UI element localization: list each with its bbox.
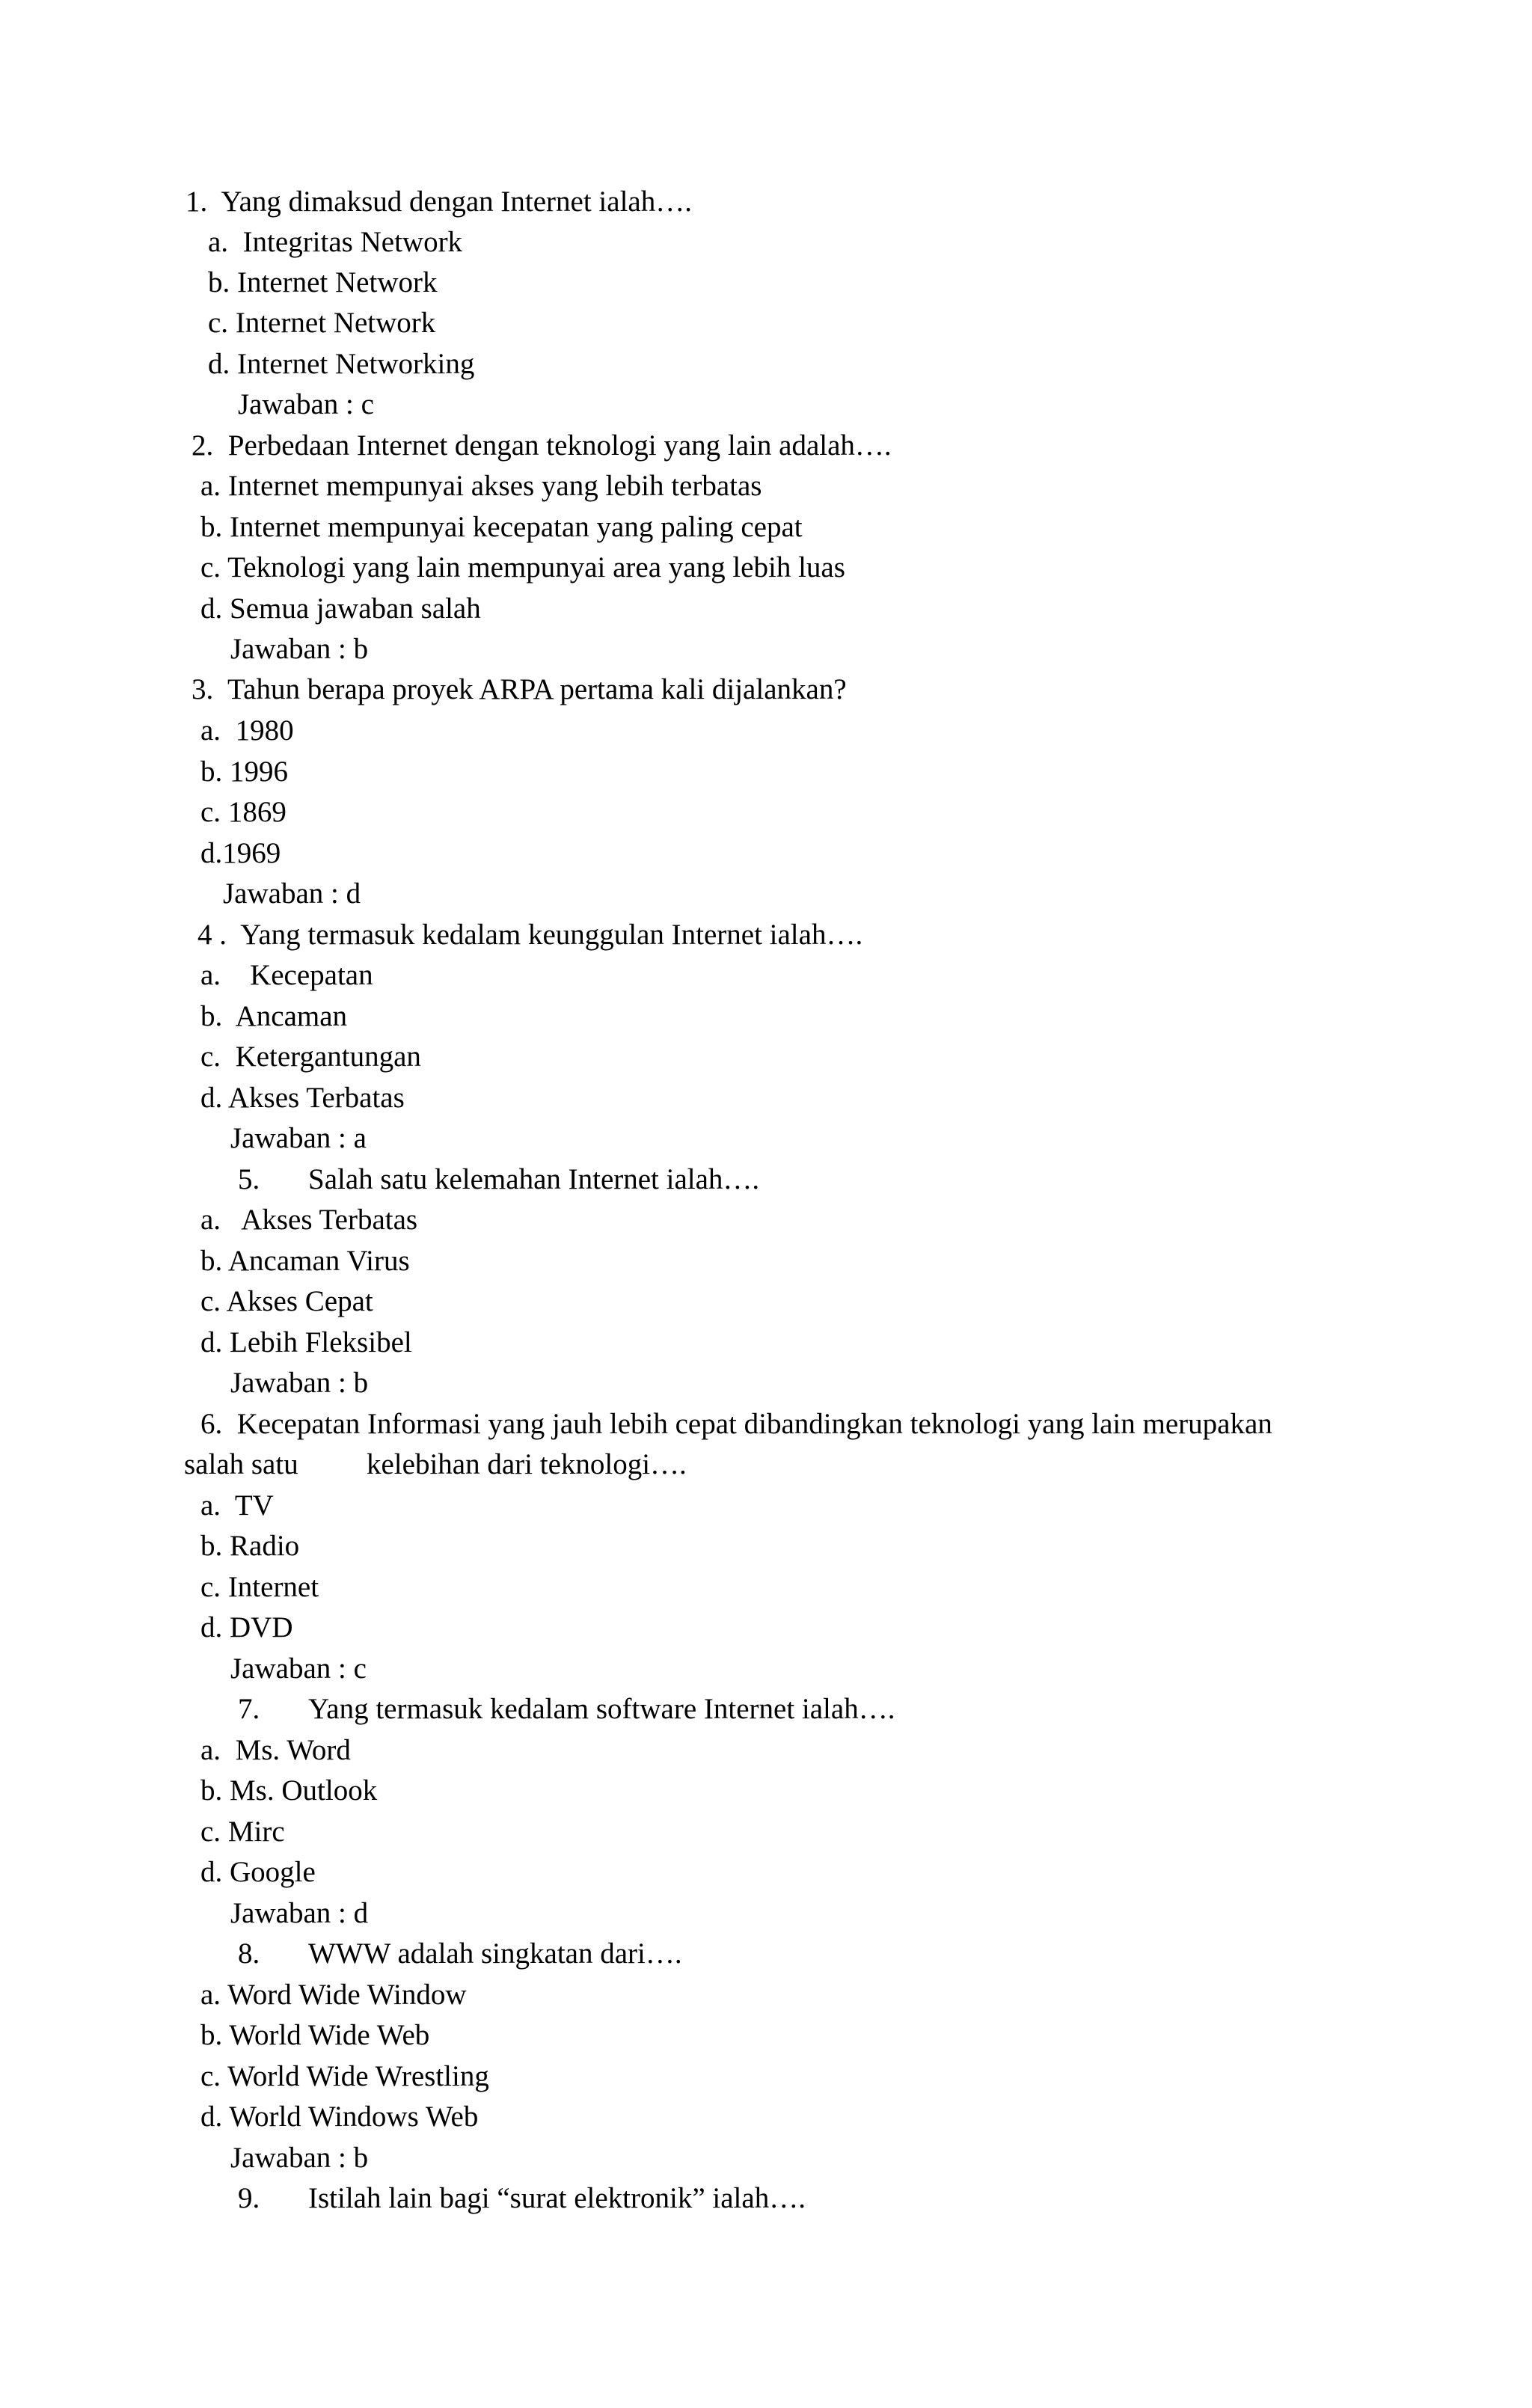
answer: Jawaban : a [230,1122,367,1154]
question-text: Kecepatan Informasi yang jauh lebih cepat dibandingkan teknologi yang lain merupakan [236,1408,1272,1440]
option-letter: c. [200,1285,221,1317]
option-letter: c. [200,1571,221,1603]
option-letter: a. [200,1204,221,1236]
option [208,224,462,260]
option-letter: b. [200,1774,223,1807]
option [208,346,474,382]
option-letter: c. [208,307,229,339]
option-text: 1980 [235,714,294,747]
option-letter: c. [200,551,221,583]
option [208,305,435,341]
question-number: 2. [192,429,214,462]
option-letter: b. [200,756,223,788]
question-6 [200,1406,1272,1442]
option [200,794,287,830]
option [200,1733,351,1768]
option-letter: d. [200,592,223,625]
question-number: 3. [192,673,214,705]
option-letter: d. [200,837,223,869]
question-7 [238,1691,260,1727]
option [200,591,481,627]
option-letter: a. [200,959,221,991]
option [200,2059,489,2095]
option [200,713,294,749]
option-letter: c. [200,796,221,828]
option-text: Ketergantungan [235,1041,421,1073]
option-letter: b. [200,1530,223,1562]
option-letter: a. [200,470,221,502]
option-text: 1969 [222,837,281,869]
question-text: Perbedaan Internet dengan teknologi yang lain adalah…. [227,429,892,462]
question-text: Istilah lain bagi “surat elektronik” ialah…. [308,2182,806,2214]
option-text: Internet mempunyai akses yang lebih terbatas [227,470,762,502]
option [200,1814,285,1850]
option-letter: d. [200,1082,223,1114]
option-text: Internet Network [237,266,438,298]
question-9 [238,2181,260,2216]
option [200,958,373,993]
option-text: World Wide Wrestling [227,2060,489,2092]
option-text: World Windows Web [229,2101,479,2133]
option [200,1284,373,1320]
option [200,1528,299,1564]
option-text: Ms. Word [235,1734,351,1766]
answer: Jawaban : d [223,877,361,910]
option [200,1854,316,1890]
option-letter: c. [200,1816,221,1848]
option-text: Radio [230,1530,300,1562]
question-text: Yang termasuk kedalam software Internet ialah…. [308,1693,895,1725]
question-text: Yang termasuk kedalam keunggulan Internet ialah…. [240,919,863,951]
question-4 [197,917,862,953]
option-letter: a. [208,226,229,258]
option-text: Integritas Network [242,226,463,258]
option-letter: a. [200,714,221,747]
option-letter: b. [208,266,230,298]
answer: Jawaban : c [230,1652,367,1685]
option-letter: a. [200,1979,221,2011]
option-text: Google [230,1856,316,1888]
option [200,1569,319,1605]
question-number: 4 . [197,919,227,951]
option-letter: b. [200,1245,223,1277]
option [200,2099,478,2135]
option-letter: b. [200,2019,223,2051]
option-text: Internet Network [235,307,436,339]
question-number: 7. [238,1693,260,1725]
option-text: Teknologi yang lain mempunyai area yang lebih luas [227,551,845,583]
option [200,1243,410,1279]
option [200,1080,405,1116]
option-text: Internet Networking [237,348,475,380]
question-text: WWW adalah singkatan dari…. [308,1937,682,1970]
answer: Jawaban : b [230,633,369,665]
question-text: Yang dimaksud dengan Internet ialah…. [221,186,692,218]
question-text: Tahun berapa proyek ARPA pertama kali dijalankan? [227,673,847,705]
option-text: Ancaman Virus [227,1245,410,1277]
option [200,1202,417,1238]
option [200,1773,377,1809]
question-text-continued: salah satu [184,1448,298,1480]
option-text: Ms. Outlook [230,1774,378,1807]
option-text: Akses Terbatas [241,1204,418,1236]
option-letter: d. [200,1611,223,1643]
question-1 [186,184,692,220]
question-number: 8. [238,1937,260,1970]
option [200,1039,421,1075]
option [200,509,803,545]
option-letter: a. [200,1734,221,1766]
answer: Jawaban : c [238,388,374,420]
option-letter: d. [200,2101,223,2133]
option [208,265,437,301]
option [200,2018,429,2053]
option-text: 1869 [227,796,287,828]
option-text: Ancaman [235,1000,348,1032]
question-2 [192,428,892,464]
option-text: Mirc [227,1816,285,1848]
option [200,1610,293,1646]
answer: Jawaban : b [230,1367,369,1399]
option-text: Kecepatan [250,959,373,991]
question-number: 5. [238,1163,260,1195]
option-text: Lebih Fleksibel [230,1326,412,1358]
question-number: 1. [186,186,208,218]
option-letter: d. [208,348,230,380]
option-letter: d. [200,1326,223,1358]
option-letter: b. [200,1000,223,1032]
answer: Jawaban : b [230,2142,369,2174]
option-text: 1996 [230,756,288,788]
option-letter: d. [200,1856,223,1888]
question-8 [238,1936,260,1972]
option [200,999,347,1035]
answer: Jawaban : d [230,1897,369,1929]
option-text: Word Wide Window [227,1979,467,2011]
option [200,468,762,504]
option-letter: b. [200,511,223,543]
question-3 [192,672,847,708]
option-text: Akses Cepat [226,1285,373,1317]
option [200,1325,412,1361]
question-text-continued: kelebihan dari teknologi…. [367,1448,687,1480]
option [200,550,845,586]
option-text: Akses Terbatas [227,1082,405,1114]
option [200,754,288,790]
option-text: Semua jawaban salah [230,592,481,625]
question-text: Salah satu kelemahan Internet ialah…. [308,1163,760,1195]
option-text: World Wide Web [229,2019,430,2051]
question-5 [238,1162,260,1198]
option [200,1977,467,2013]
option-text: DVD [230,1611,293,1643]
question-number: 9. [238,2182,260,2214]
question-number: 6. [200,1408,223,1440]
option-letter: a. [200,1489,221,1522]
option [200,1488,274,1524]
option-letter: c. [200,2060,221,2092]
option [200,836,281,871]
option-text: TV [234,1489,274,1522]
option-text: Internet mempunyai kecepatan yang paling cepat [230,511,803,543]
option-letter: c. [200,1041,221,1073]
option-text: Internet [227,1571,319,1603]
